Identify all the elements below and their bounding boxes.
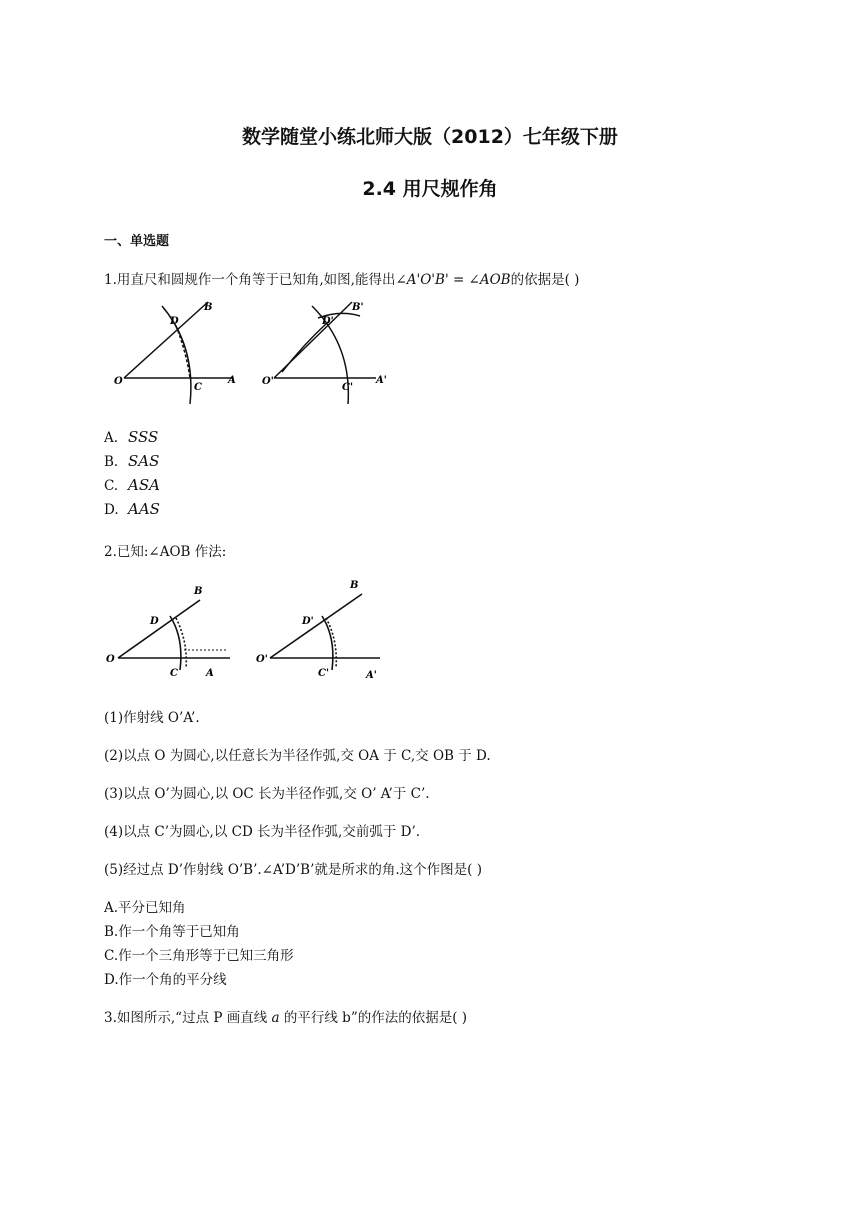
question-2-stem: 2.已知:∠AOB 作法: <box>104 544 227 560</box>
fig1-label-o-prime: O' <box>262 376 274 387</box>
question-3-stem: 3.如图所示,“过点 P 画直线 a 的平行线 b”的作法的依据是( ) <box>104 1010 468 1026</box>
fig2-label-a: A <box>206 668 214 679</box>
fig1-label-d: D <box>170 316 179 327</box>
page-title: 数学随堂小练北师大版（2012）七年级下册 <box>242 126 618 148</box>
fig1-label-b: B <box>204 302 213 313</box>
fig1-label-a-prime: A' <box>376 375 387 386</box>
fig2-label-d: D <box>150 616 159 627</box>
q2-step-4: (4)以点 C’为圆心,以 CD 长为半径作弧,交前弧于 D’. <box>104 824 421 840</box>
fig2-label-o-prime: O' <box>256 654 268 665</box>
q2-option-b[interactable]: B.作一个角等于已知角 <box>104 924 240 940</box>
question-1-math: ∠A'O'B' = ∠AOB <box>395 272 511 288</box>
fig1-label-a: A <box>228 375 236 386</box>
fig2-label-c-prime: C' <box>318 668 330 679</box>
fig2-label-b: B <box>194 586 203 597</box>
fig2-label-d-prime: D' <box>302 616 314 627</box>
q1-option-c[interactable]: C. ASA <box>104 476 160 494</box>
fig1-label-b-prime: B' <box>352 302 364 313</box>
q1-option-b[interactable]: B. SAS <box>104 452 160 470</box>
q2-step-3: (3)以点 O’为圆心,以 OC 长为半径作弧,交 O’ A’于 C’. <box>104 786 430 802</box>
q2-step-2: (2)以点 O 为圆心,以任意长为半径作弧,交 OA 于 C,交 OB 于 D. <box>104 748 491 764</box>
fig1-label-c-prime: C' <box>342 382 354 393</box>
question-1-figure <box>104 296 404 408</box>
page-subtitle: 2.4 用尺规作角 <box>362 178 498 200</box>
q2-option-a[interactable]: A.平分已知角 <box>104 900 186 916</box>
fig2-label-c: C <box>170 668 178 679</box>
fig2-label-a-prime: A' <box>366 670 377 681</box>
fig1-label-o: O <box>114 376 123 387</box>
q2-step-1: (1)作射线 O’A’. <box>104 710 200 726</box>
q1-option-a[interactable]: A. SSS <box>104 428 159 446</box>
q1-option-d[interactable]: D. AAS <box>104 500 160 518</box>
fig1-label-c: C <box>194 382 202 393</box>
q2-option-d[interactable]: D.作一个角的平分线 <box>104 972 227 988</box>
question-1-stem: 1.用直尺和圆规作一个角等于已知角,如图,能得出∠A'O'B' = ∠AOB的依据是( ) <box>104 272 580 288</box>
fig2-label-b-prime: B <box>350 580 359 591</box>
q2-step-5: (5)经过点 D’作射线 O’B’.∠A’D’B’就是所求的角.这个作图是( ) <box>104 862 482 878</box>
q2-option-c[interactable]: C.作一个三角形等于已知三角形 <box>104 948 294 964</box>
fig2-label-o: O <box>106 654 115 665</box>
question-2-figure <box>104 576 404 686</box>
fig1-label-d-prime: D' <box>322 316 334 327</box>
section-heading: 一、单选题 <box>104 234 170 249</box>
